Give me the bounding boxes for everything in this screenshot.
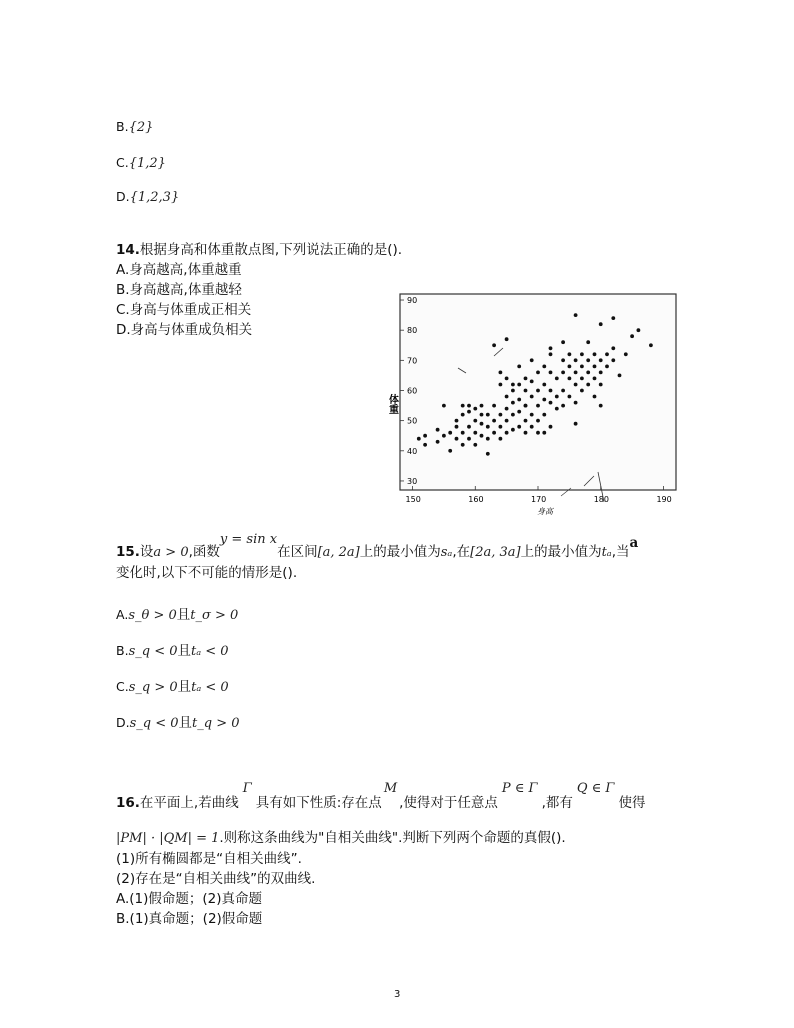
scatter-point <box>486 425 490 429</box>
scatter-point <box>542 431 546 435</box>
q15-option-b-math-2: tₐ < 0 <box>190 644 229 659</box>
scatter-point <box>580 377 584 381</box>
scatter-point <box>473 407 477 411</box>
scatter-point <box>549 401 553 405</box>
scatter-point <box>555 395 559 399</box>
scatter-point <box>530 380 534 384</box>
q15-option-b-math-1: s_q < 0 <box>128 644 178 659</box>
scatter-point <box>611 358 615 362</box>
scatter-point <box>574 383 578 387</box>
scatter-point <box>599 358 603 362</box>
q15-number: 15. <box>116 544 140 560</box>
scatter-point <box>580 389 584 393</box>
q15-option-c <box>116 678 229 697</box>
q13-option-c-label: C. <box>116 155 129 170</box>
scatter-point <box>505 419 509 423</box>
x-axis-label: 身高 <box>537 507 553 516</box>
scatter-point <box>455 437 459 441</box>
q15-math-a-positive: a > 0 <box>153 545 189 560</box>
q16-text-4: ,都有 <box>541 795 573 811</box>
scatter-point <box>561 371 565 375</box>
scatter-point <box>530 395 534 399</box>
scatter-point <box>524 404 528 408</box>
scatter-point <box>536 404 540 408</box>
scatter-point <box>574 371 578 375</box>
q15-option-a-and: 且 <box>176 607 191 623</box>
scatter-point <box>524 419 528 423</box>
q16-math-condition: |PM| · |QM| = 1 <box>116 831 220 846</box>
scatter-point <box>611 316 615 320</box>
q15-math-s-a: sₐ <box>440 545 453 560</box>
q16-math-q-in-gamma: Q ∈ Γ <box>576 781 615 796</box>
q15-option-a-label: A. <box>116 607 129 622</box>
q15-option-a <box>116 606 238 625</box>
q15-math-t-a: tₐ <box>601 545 612 560</box>
scatter-point <box>536 389 540 393</box>
q15-option-c-math-2: tₐ < 0 <box>191 680 229 695</box>
scatter-point <box>511 413 515 417</box>
scatter-point <box>448 449 452 453</box>
scatter-point <box>599 322 603 326</box>
scatter-point <box>574 401 578 405</box>
q16-option-a: A.(1)假命题；(2)真命题 <box>116 891 263 907</box>
q14-option-c: C.身高与体重成正相关 <box>116 302 252 318</box>
q16-statement-2: (2)存在是“自相关曲线”的双曲线. <box>116 871 316 887</box>
q16-text-5: 使得 <box>618 795 646 811</box>
x-tick-label: 160 <box>468 495 484 504</box>
q13-option-d-math: {1,2,3} <box>129 190 180 205</box>
q13-option-d <box>116 188 179 207</box>
q14-option-d: D.身高与体重成负相关 <box>116 322 253 338</box>
scatter-point <box>530 413 534 417</box>
q13-option-c-math: {1,2} <box>128 156 166 171</box>
scatter-point <box>536 371 540 375</box>
q14-number: 14. <box>116 242 140 258</box>
scatter-point <box>473 443 477 447</box>
q16-statement-1: (1)所有椭圆都是“自相关曲线”. <box>116 851 302 867</box>
x-tick-label: 170 <box>531 495 547 504</box>
y-tick-label: 50 <box>407 416 418 426</box>
scatter-point <box>461 413 465 417</box>
scatter-point <box>473 419 477 423</box>
q15-option-a-math-2: t_σ > 0 <box>190 608 239 623</box>
scatter-point <box>492 404 496 408</box>
q15-text-3: 在区间 <box>277 544 318 560</box>
q15-option-d-and: 且 <box>178 715 193 731</box>
scatter-point <box>486 452 490 456</box>
q16-option-b: B.(1)真命题；(2)假命题 <box>116 911 263 927</box>
scatter-point <box>473 431 477 435</box>
q15-math-interval-1: [a, 2a] <box>317 545 360 560</box>
q14-option-a: A.身高越高,体重越重 <box>116 262 242 278</box>
q15-option-d-math-2: t_q > 0 <box>192 716 240 731</box>
q13-option-b <box>116 118 153 137</box>
q15-text-2: ,函数 <box>188 544 220 560</box>
x-tick-label: 180 <box>593 495 610 504</box>
y-tick-label: 40 <box>407 446 418 456</box>
scatter-point <box>499 383 503 387</box>
scatter-point <box>436 428 440 432</box>
q15-text-1: 设 <box>139 544 154 560</box>
y-tick-label: 30 <box>407 476 418 486</box>
scatter-point <box>530 358 534 362</box>
q15-text-6: 上的最小值为 <box>520 544 602 560</box>
scatter-point <box>505 337 509 341</box>
q15-text-4: 上的最小值为 <box>359 544 441 560</box>
scatter-point <box>480 434 484 438</box>
q14-stem <box>116 241 402 259</box>
q16-math-p-in-gamma: P ∈ Γ <box>501 781 538 796</box>
scatter-point <box>574 422 578 426</box>
scatter-point <box>568 377 572 381</box>
scatter-point <box>586 383 590 387</box>
scatter-point <box>505 395 509 399</box>
y-axis-label: 体重 <box>386 394 398 414</box>
scatter-point <box>593 365 597 369</box>
page-number: 3 <box>394 989 401 1000</box>
scatter-point <box>561 404 565 408</box>
scatter-point <box>549 371 553 375</box>
scatter-point <box>455 419 459 423</box>
scatter-point <box>486 437 490 441</box>
scatter-point <box>549 425 553 429</box>
scatter-point <box>593 352 597 356</box>
scatter-point <box>467 437 471 441</box>
q16-number: 16. <box>116 795 140 811</box>
scatter-point <box>461 404 465 408</box>
q16-text-3: ,使得对于任意点 <box>399 795 498 811</box>
scatter-point <box>524 377 528 381</box>
scatter-point <box>568 395 572 399</box>
scatter-point <box>593 377 597 381</box>
q15-option-b <box>116 642 229 661</box>
q15-option-d <box>116 714 240 733</box>
scatter-point <box>524 431 528 435</box>
scatter-point <box>611 346 615 350</box>
x-tick-label: 190 <box>656 495 672 504</box>
scatter-point <box>442 404 446 408</box>
scatter-point <box>593 395 597 399</box>
q16-text-6: .则称这条曲线为"自相关曲线".判断下列两个命题的真假(). <box>219 830 566 846</box>
scatter-point <box>517 365 521 369</box>
scatter-point <box>530 425 534 429</box>
scatter-point <box>574 358 578 362</box>
scatter-point <box>536 419 540 423</box>
scatter-point <box>586 358 590 362</box>
scatter-point <box>492 343 496 347</box>
q15-stem-line2: 变化时,以下不可能的情形是(). <box>116 565 298 581</box>
scatter-point <box>561 389 565 393</box>
q15-text-7: ,当 <box>611 544 630 560</box>
scatter-point <box>505 377 509 381</box>
q15-option-d-label: D. <box>116 715 130 730</box>
scatter-point <box>492 419 496 423</box>
scatter-point <box>423 434 427 438</box>
scatter-point <box>455 425 459 429</box>
scatter-point <box>624 352 628 356</box>
scatter-point <box>467 404 471 408</box>
height-weight-scatter-chart <box>386 290 686 516</box>
scatter-point <box>517 425 521 429</box>
scatter-point <box>599 371 603 375</box>
scatter-point <box>480 422 484 426</box>
q15-option-a-math-1: s_θ > 0 <box>128 608 177 623</box>
scatter-point <box>549 346 553 350</box>
scatter-point <box>461 431 465 435</box>
q14-option-b: B.身高越高,体重越轻 <box>116 282 242 298</box>
q16-math-m: M <box>383 781 398 796</box>
scatter-point <box>637 328 641 332</box>
scatter-point <box>649 343 653 347</box>
scatter-point <box>517 383 521 387</box>
scatter-point <box>549 389 553 393</box>
q15-option-c-label: C. <box>116 679 129 694</box>
q15-option-b-label: B. <box>116 643 129 658</box>
scatter-point <box>511 389 515 393</box>
scatter-point <box>561 340 565 344</box>
scatter-point <box>511 401 515 405</box>
scatter-point <box>505 407 509 411</box>
scatter-point <box>574 313 578 317</box>
scatter-point <box>499 413 503 417</box>
q16-text-2: 具有如下性质:存在点 <box>255 795 382 811</box>
scatter-point <box>555 407 559 411</box>
scatter-point <box>568 352 572 356</box>
x-tick-label: 150 <box>405 495 421 504</box>
q15-math-a-var: a <box>629 535 639 551</box>
scatter-point <box>580 352 584 356</box>
q16-text-1: 在平面上,若曲线 <box>139 795 239 811</box>
scatter-point <box>442 434 446 438</box>
scatter-point <box>568 365 572 369</box>
scatter-point <box>448 431 452 435</box>
q16-math-gamma: Γ <box>242 781 252 796</box>
scatter-point <box>517 398 521 402</box>
scatter-point <box>542 365 546 369</box>
scatter-point <box>505 431 509 435</box>
scatter-point <box>524 389 528 393</box>
scatter-point <box>480 404 484 408</box>
q13-option-b-label: B. <box>116 119 129 134</box>
scatter-point <box>517 410 521 414</box>
scatter-point <box>580 365 584 369</box>
scatter-point <box>586 340 590 344</box>
scatter-point <box>511 383 515 387</box>
q13-option-c <box>116 154 166 173</box>
scatter-point <box>467 410 471 414</box>
scatter-point <box>542 383 546 387</box>
scatter-point <box>630 334 634 338</box>
scatter-point <box>605 365 609 369</box>
q14-stem-text: 根据身高和体重散点图,下列说法正确的是(). <box>139 242 403 258</box>
scatter-point <box>467 425 471 429</box>
q13-option-d-label: D. <box>116 189 130 204</box>
scatter-point <box>599 383 603 387</box>
scatter-point <box>549 352 553 356</box>
scatter-point <box>511 428 515 432</box>
q15-math-function: y = sin x <box>219 532 278 547</box>
scatter-point <box>461 443 465 447</box>
q15-stem-line1 <box>116 532 639 562</box>
scatter-point <box>599 404 603 408</box>
scatter-point <box>423 443 427 447</box>
scatter-point <box>417 437 421 441</box>
scatter-point <box>605 352 609 356</box>
q13-option-b-math: {2} <box>128 120 154 135</box>
q15-option-c-and: 且 <box>177 679 192 695</box>
scatter-point <box>499 425 503 429</box>
scatter-point <box>586 371 590 375</box>
scatter-point <box>542 398 546 402</box>
q15-text-5: ,在 <box>452 544 471 560</box>
scatter-point <box>486 413 490 417</box>
scatter-point <box>555 377 559 381</box>
scatter-point <box>492 431 496 435</box>
q15-option-d-math-1: s_q < 0 <box>129 716 179 731</box>
scatter-point <box>561 358 565 362</box>
y-tick-label: 80 <box>407 326 418 336</box>
y-tick-label: 90 <box>407 296 418 306</box>
scatter-point <box>499 437 503 441</box>
q16-stem-line1 <box>116 781 646 813</box>
q16-stem-line2 <box>116 829 566 848</box>
q15-option-c-math-1: s_q > 0 <box>128 680 178 695</box>
scatter-point <box>536 431 540 435</box>
y-tick-label: 60 <box>407 386 418 396</box>
scatter-point <box>499 371 503 375</box>
scatter-point <box>480 413 484 417</box>
scatter-point <box>618 374 622 378</box>
scatter-point <box>542 413 546 417</box>
q15-math-interval-2: [2a, 3a] <box>470 545 521 560</box>
scatter-point <box>436 440 440 444</box>
q15-option-b-and: 且 <box>177 643 191 659</box>
y-tick-label: 70 <box>407 356 418 366</box>
